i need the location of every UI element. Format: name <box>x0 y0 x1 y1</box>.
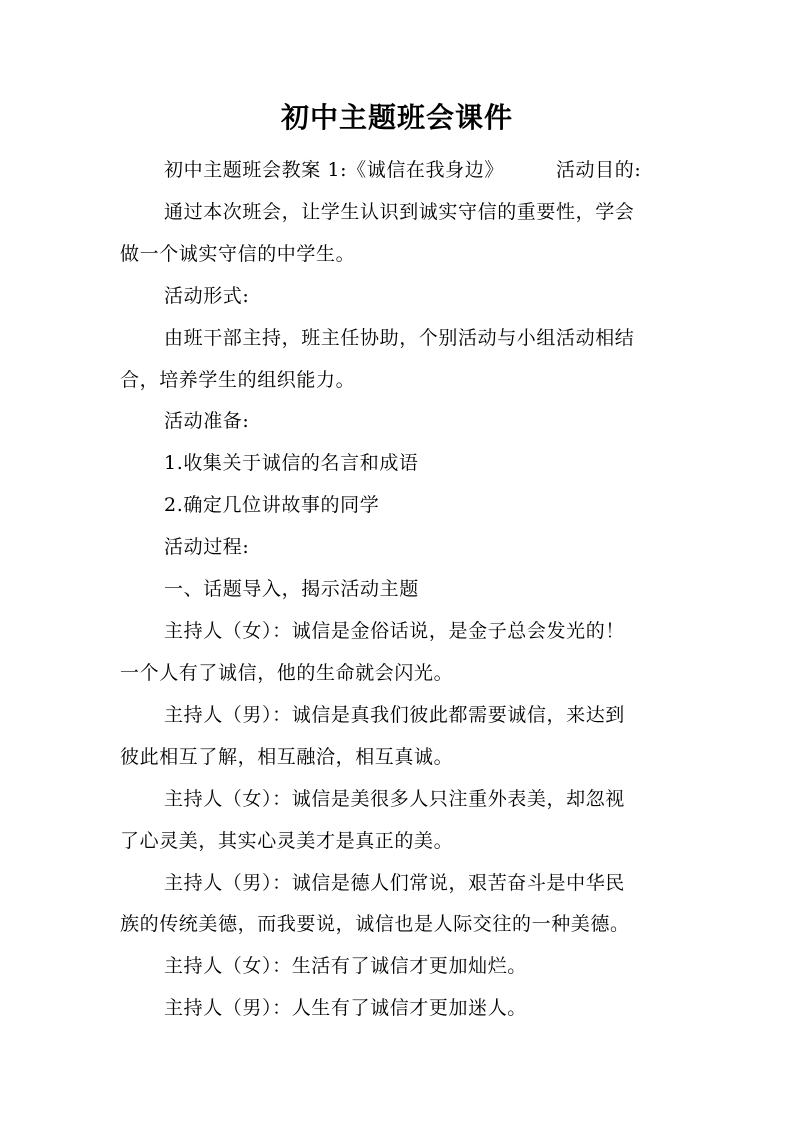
section-heading: 活动准备: <box>164 410 250 432</box>
paragraph-line: 主持人（女）：生活有了诚信才更加灿烂。 <box>164 955 527 977</box>
lesson-plan-title: 初中主题班会教案 1:《诚信在我身边》 <box>164 159 504 181</box>
paragraph-line: 了心灵美，其实心灵美才是真正的美。 <box>120 830 454 852</box>
paragraph-line: 主持人（女）：诚信是金俗话说，是金子总会发光的！ <box>164 620 625 642</box>
paragraph-line: 一个人有了诚信，他的生命就会闪光。 <box>120 662 454 684</box>
subsection-heading: 一、话题导入，揭示活动主题 <box>164 578 419 600</box>
paragraph-line: 主持人（女）：诚信是美很多人只注重外表美，却忽视 <box>164 788 625 810</box>
document-title: 初中主题班会课件 <box>280 101 513 134</box>
section-heading: 活动过程: <box>164 536 250 558</box>
paragraph-line: 由班干部主持，班主任协助，个别活动与小组活动相结 <box>164 327 635 349</box>
paragraph-line: 族的传统美德，而我要说，诚信也是人际交往的一种美德。 <box>120 913 630 935</box>
list-item: 1.收集关于诚信的名言和成语 <box>164 452 419 474</box>
paragraph-line: 做一个诚实守信的中学生。 <box>120 243 356 265</box>
paragraph-line: 合，培养学生的组织能力。 <box>120 369 356 391</box>
section-heading: 活动形式: <box>164 285 250 307</box>
paragraph-line: 主持人（男）：诚信是德人们常说，艰苦奋斗是中华民 <box>164 872 625 894</box>
paragraph-line-intro <box>164 156 641 184</box>
paragraph-line: 主持人（男）：人生有了诚信才更加迷人。 <box>164 997 527 1019</box>
list-item: 2.确定几位讲故事的同学 <box>164 494 380 516</box>
activity-purpose-heading: 活动目的: <box>555 159 642 181</box>
paragraph-line: 通过本次班会，让学生认识到诚实守信的重要性，学会 <box>164 201 635 223</box>
paragraph-line: 主持人（男）：诚信是真我们彼此都需要诚信，来达到 <box>164 704 625 726</box>
paragraph-line: 彼此相互了解，相互融洽，相互真诚。 <box>120 746 454 768</box>
